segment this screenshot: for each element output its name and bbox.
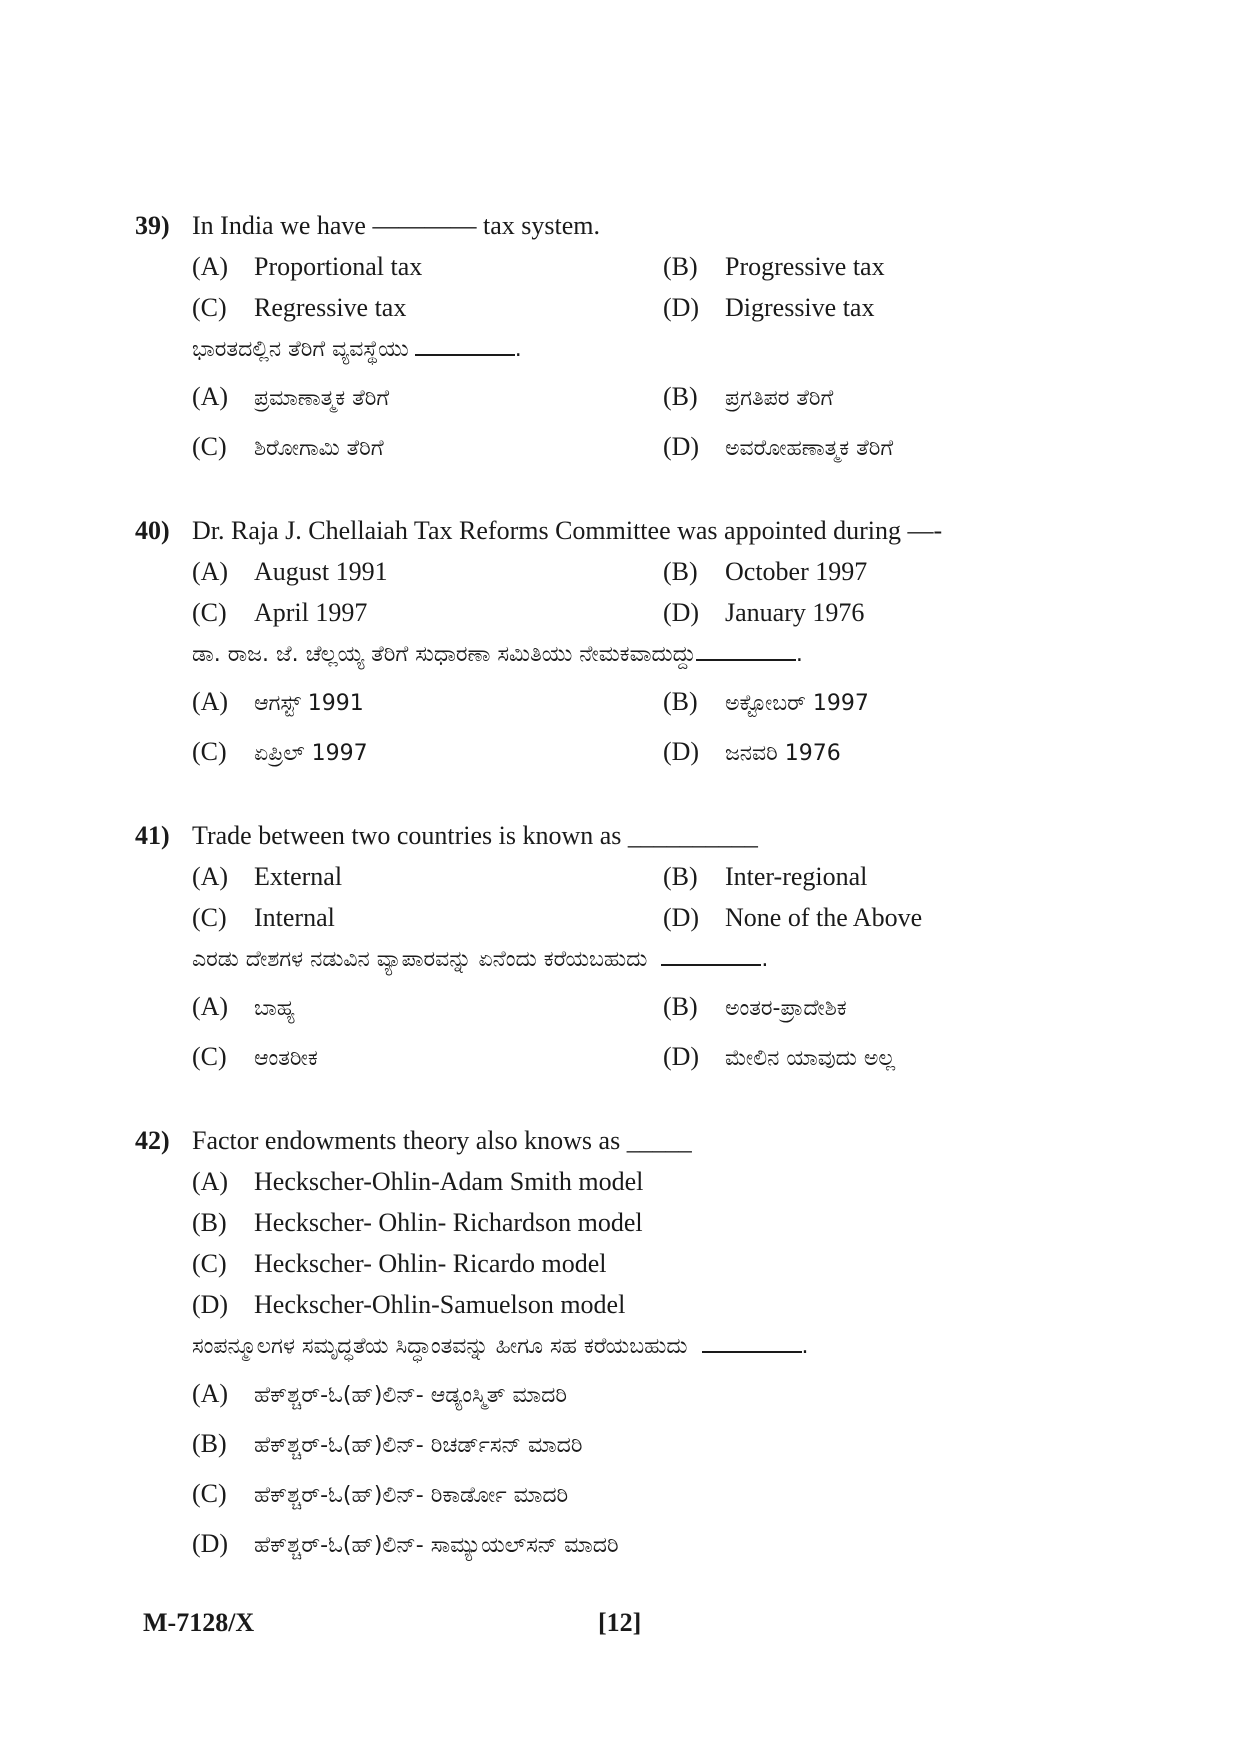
question-42 <box>135 1120 1135 1569</box>
kannada-question: ಸಂಪನ್ಮೂಲಗಳ ಸಮೃದ್ಧತೆಯ ಸಿದ್ಧಾಂತವನ್ನು ಹೀಗೂ ಸಹ ಕರೆಯಬಹುದು . <box>192 1334 809 1359</box>
option-d: (D) None of the Above <box>663 903 923 932</box>
option-row <box>135 246 1135 287</box>
option-row <box>135 551 1135 592</box>
question-40 <box>135 510 1135 777</box>
option-d: (D) Heckscher-Ohlin-Samuelson model <box>192 1290 626 1319</box>
option-b-kn: (B) ಅಕ್ಟೋಬರ್ 1997 <box>663 687 869 716</box>
kannada-question: ಭಾರತದಲ್ಲಿನ ತೆರಿಗೆ ವ್ಯವಸ್ಥೆಯು . <box>192 337 522 362</box>
option-c: (C) Regressive tax <box>192 293 407 322</box>
option-a: (A) Heckscher-Ohlin-Adam Smith model <box>192 1167 644 1196</box>
option-b-kn: (B) ಪ್ರಗತಿಪರ ತೆರಿಗೆ <box>663 382 834 411</box>
option-c-kn: (C) ಏಪ್ರಿಲ್ 1997 <box>192 737 368 766</box>
option-a-kn: (A) ಹೆಕ್‌ಶ್ಚರ್-ಓ(ಹ್)ಲಿನ್- ಆಡ್ಯಂಸ್ಮಿತ್ ಮಾದರಿ <box>192 1379 568 1408</box>
answer-blank <box>415 354 515 356</box>
kannada-question: ಎರಡು ದೇಶಗಳ ನಡುವಿನ ವ್ಯಾಪಾರವನ್ನು ಏನೆಂದು ಕರೆಯಬಹುದು . <box>192 947 769 972</box>
option-a: (A) Proportional tax <box>192 252 423 281</box>
option-a-kn: (A) ಆಗಸ್ಟ್ 1991 <box>192 687 364 716</box>
option-c-kn: (C) ಆಂತರೀಕ <box>192 1042 318 1071</box>
option-c: (C) April 1997 <box>192 598 368 627</box>
question-number: 40) <box>135 516 170 545</box>
option-c-kn: (C) ಹೆಕ್‌ಶ್ಚರ್-ಓ(ಹ್)ಲಿನ್- ರಿಕಾರ್ಡೋ ಮಾದರಿ <box>192 1479 569 1508</box>
option-row <box>135 287 1135 328</box>
option-row <box>135 897 1135 938</box>
option-d-kn: (D) ಅವರೋಹಣಾತ್ಮಕ ತೆರಿಗೆ <box>663 432 894 461</box>
option-d-kn: (D) ಹೆಕ್‌ಶ್ಚರ್-ಓ(ಹ್)ಲಿನ್- ಸಾಮ್ಯುಯಲ್‌ಸನ್ ಮಾದರಿ <box>192 1529 619 1558</box>
question-42-stem <box>135 1120 1135 1161</box>
question-41 <box>135 815 1135 1082</box>
question-text: In India we have <box>192 211 373 240</box>
question-text: Dr. Raja J. Chellaiah Tax Reforms Committee was appointed during —- <box>192 516 943 545</box>
question-41-stem <box>135 815 1135 856</box>
question-text: Trade between two countries is known as __________ <box>192 821 758 850</box>
option-d: (D) January 1976 <box>663 598 865 627</box>
question-number: 42) <box>135 1126 170 1155</box>
option-b: (B) Inter-regional <box>663 862 868 891</box>
answer-blank: ———— <box>372 211 477 240</box>
option-row <box>135 982 1135 1032</box>
option-b-kn: (B) ಹೆಕ್‌ಶ್ಚರ್-ಓ(ಹ್)ಲಿನ್- ರಿಚರ್ಡ್‌ಸನ್ ಮಾದರಿ <box>192 1429 583 1458</box>
question-39-stem <box>135 205 1135 246</box>
kannada-question: ಡಾ. ರಾಜ. ಜೆ. ಚೆಲ್ಲಯ್ಯ ತೆರಿಗೆ ಸುಧಾರಣಾ ಸಮಿತಿಯು ನೇಮಕವಾದುದ್ದು . <box>192 642 803 667</box>
option-row <box>135 372 1135 422</box>
option-row <box>135 1032 1135 1082</box>
question-text: Factor endowments theory also knows as _____ <box>192 1126 692 1155</box>
answer-blank <box>702 1351 802 1353</box>
paper-code: M-7128/X <box>143 1608 255 1637</box>
option-b: (B) Heckscher- Ohlin- Richardson model <box>192 1208 643 1237</box>
option-b-kn: (B) ಅಂತರ-ಪ್ರಾದೇಶಿಕ <box>663 992 847 1021</box>
option-b: (B) Progressive tax <box>663 252 885 281</box>
option-a: (A) External <box>192 862 343 891</box>
page-number: [12] <box>598 1608 642 1637</box>
option-row <box>135 727 1135 777</box>
question-number: 41) <box>135 821 170 850</box>
option-row <box>135 592 1135 633</box>
answer-blank <box>696 659 796 661</box>
answer-blank <box>661 964 761 966</box>
option-row <box>135 856 1135 897</box>
option-d-kn: (D) ಮೇಲಿನ ಯಾವುದು ಅಲ್ಲ <box>663 1042 896 1071</box>
option-row <box>135 422 1135 472</box>
option-d: (D) Digressive tax <box>663 293 875 322</box>
question-text: tax system. <box>476 211 600 240</box>
question-39 <box>135 205 1135 472</box>
option-c: (C) Internal <box>192 903 335 932</box>
question-number: 39) <box>135 211 170 240</box>
option-a-kn: (A) ಪ್ರಮಾಣಾತ್ಮಕ ತೆರಿಗೆ <box>192 382 390 411</box>
option-a: (A) August 1991 <box>192 557 388 586</box>
question-40-stem <box>135 510 1135 551</box>
option-d-kn: (D) ಜನವರಿ 1976 <box>663 737 841 766</box>
option-a-kn: (A) ಬಾಹ್ಯ <box>192 992 296 1021</box>
option-c: (C) Heckscher- Ohlin- Ricardo model <box>192 1249 607 1278</box>
option-b: (B) October 1997 <box>663 557 868 586</box>
option-row <box>135 677 1135 727</box>
option-c-kn: (C) ಶಿರೋಗಾಮಿ ತೆರಿಗೆ <box>192 432 384 461</box>
